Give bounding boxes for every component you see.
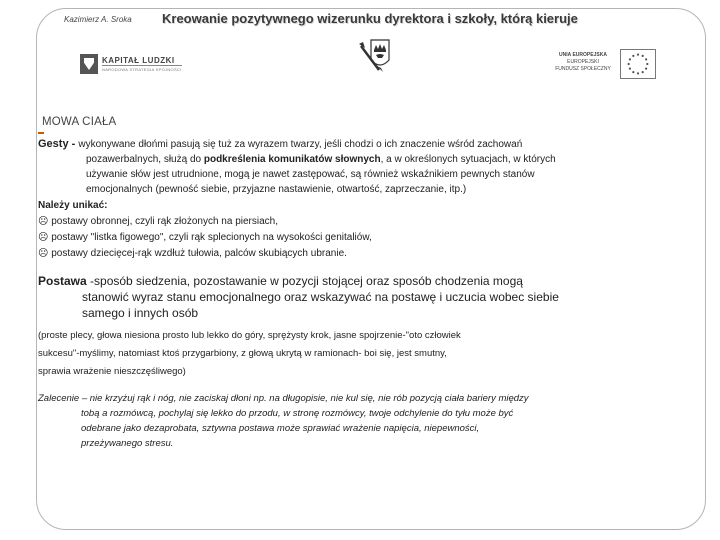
avoid-item [38, 213, 668, 229]
slide-title: Kreowanie pozytywnego wizerunku dyrektora i szkoły, którą kieruje [162, 11, 578, 26]
avoid-item-text: postawy "listka figowego", czyli rąk splecionych na wysokości genitaliów, [48, 232, 372, 243]
gestures-emphasis: podkreślenia komunikatów słownych [203, 154, 381, 165]
slide-content [38, 137, 668, 451]
kapital-ludzki-icon [80, 54, 98, 74]
eu-label [548, 52, 618, 72]
posture-line-2: stanowić wyraz stanu emocjonalnego oraz wskazywać na postawę i uczucia wobec siebie [82, 290, 559, 304]
gestures-line-2c: , a w określonych sytuacjach, w których [380, 154, 556, 165]
sad-face-icon: ☹ [38, 216, 49, 227]
gestures-lead: Gesty [38, 138, 69, 150]
avoid-item [38, 229, 668, 245]
posture-lead: Postawa [38, 274, 87, 288]
gestures-line-2a: pozawerbalnych, służą do [86, 154, 204, 165]
gestures-line-1: wykonywane dłońmi pasują się tuż za wyrazem twarzy, jeśli chodzi o ich znaczenie wśród zachowań [78, 139, 523, 150]
recommendation-line-2: tobą a rozmówcą, pochylaj się lekko do przodu, w stronę rozmówcy, twoje odchylenie do tyłu może być [81, 408, 514, 419]
eu-flag-icon [620, 49, 656, 79]
gestures-line-3: używanie słów jest utrudnione, mogą je nawet zastępować, są również wskaźnikiem pewnych stanów [86, 169, 535, 180]
recommendation-line-1: Zalecenie – nie krzyżuj rąk i nóg, nie zaciskaj dłoni np. na długopisie, nie kul się, nie rób pozycją ciała bariery między [38, 393, 529, 404]
avoid-heading-text: Należy unikać: [38, 200, 108, 211]
sad-face-icon: ☹ [38, 248, 49, 259]
gestures-paragraph [38, 137, 668, 197]
gestures-line-4: emocjonalnych (pewność siebie, przyjazne nastawienie, otwartość, zaprzeczanie, itp.) [86, 184, 467, 195]
example-line-2: sukcesu"-myślimy, natomiast ktoś przygarbiony, z głową ukrytą w ramionach- boi się, jest smutny, [38, 348, 447, 359]
posture-paragraph [38, 273, 668, 321]
eu-fund-line1: EUROPEJSKI [567, 58, 599, 65]
avoid-item-text: postawy obronnej, czyli rąk złożonych na piersiach, [48, 216, 278, 227]
avoid-heading [38, 197, 668, 213]
example-line-1: (proste plecy, głowa niesiona prosto lub lekko do góry, sprężysty krok, jasne spojrzenie-"oto człowiek [38, 330, 461, 341]
kapital-ludzki-name: KAPITAŁ LUDZKI [102, 56, 182, 66]
avoid-item [38, 245, 668, 261]
recommendation-line-3: odebrane jako dezaprobata, sztywna postawa może sprawiać wrażenie napięcia, niepewności, [81, 423, 480, 434]
kapital-ludzki-subtitle: NARODOWA STRATEGIA SPÓJNOŚCI [102, 67, 182, 72]
example-line-3: sprawia wrażenie nieszczęśliwego) [38, 366, 186, 377]
crown-emblem-icon [357, 38, 403, 74]
avoid-item-text: postawy dziecięcej-rąk wzdłuż tułowia, palców skubiących ubranie. [48, 248, 347, 259]
recommendation-line-4: przeżywanego stresu. [81, 438, 174, 449]
posture-line-3: samego i innych osób [82, 306, 199, 320]
posture-line-1: -sposób siedzenia, pozostawanie w pozycji stojącej oraz sposób chodzenia mogą [86, 274, 523, 288]
section-accent-mark [38, 132, 44, 134]
recommendation-paragraph [38, 391, 668, 451]
eu-fund-line2: FUNDUSZ SPOŁECZNY [555, 65, 611, 72]
kapital-ludzki-logo [80, 52, 190, 76]
gestures-line-2 [38, 152, 668, 167]
posture-example [38, 327, 668, 381]
eu-name: UNIA EUROPEJSKA [559, 52, 607, 58]
section-heading: MOWA CIAŁA [42, 116, 117, 128]
gestures-dash: - [68, 138, 79, 150]
sad-face-icon: ☹ [38, 232, 49, 243]
author-name: Kazimierz A. Sroka [64, 15, 132, 24]
